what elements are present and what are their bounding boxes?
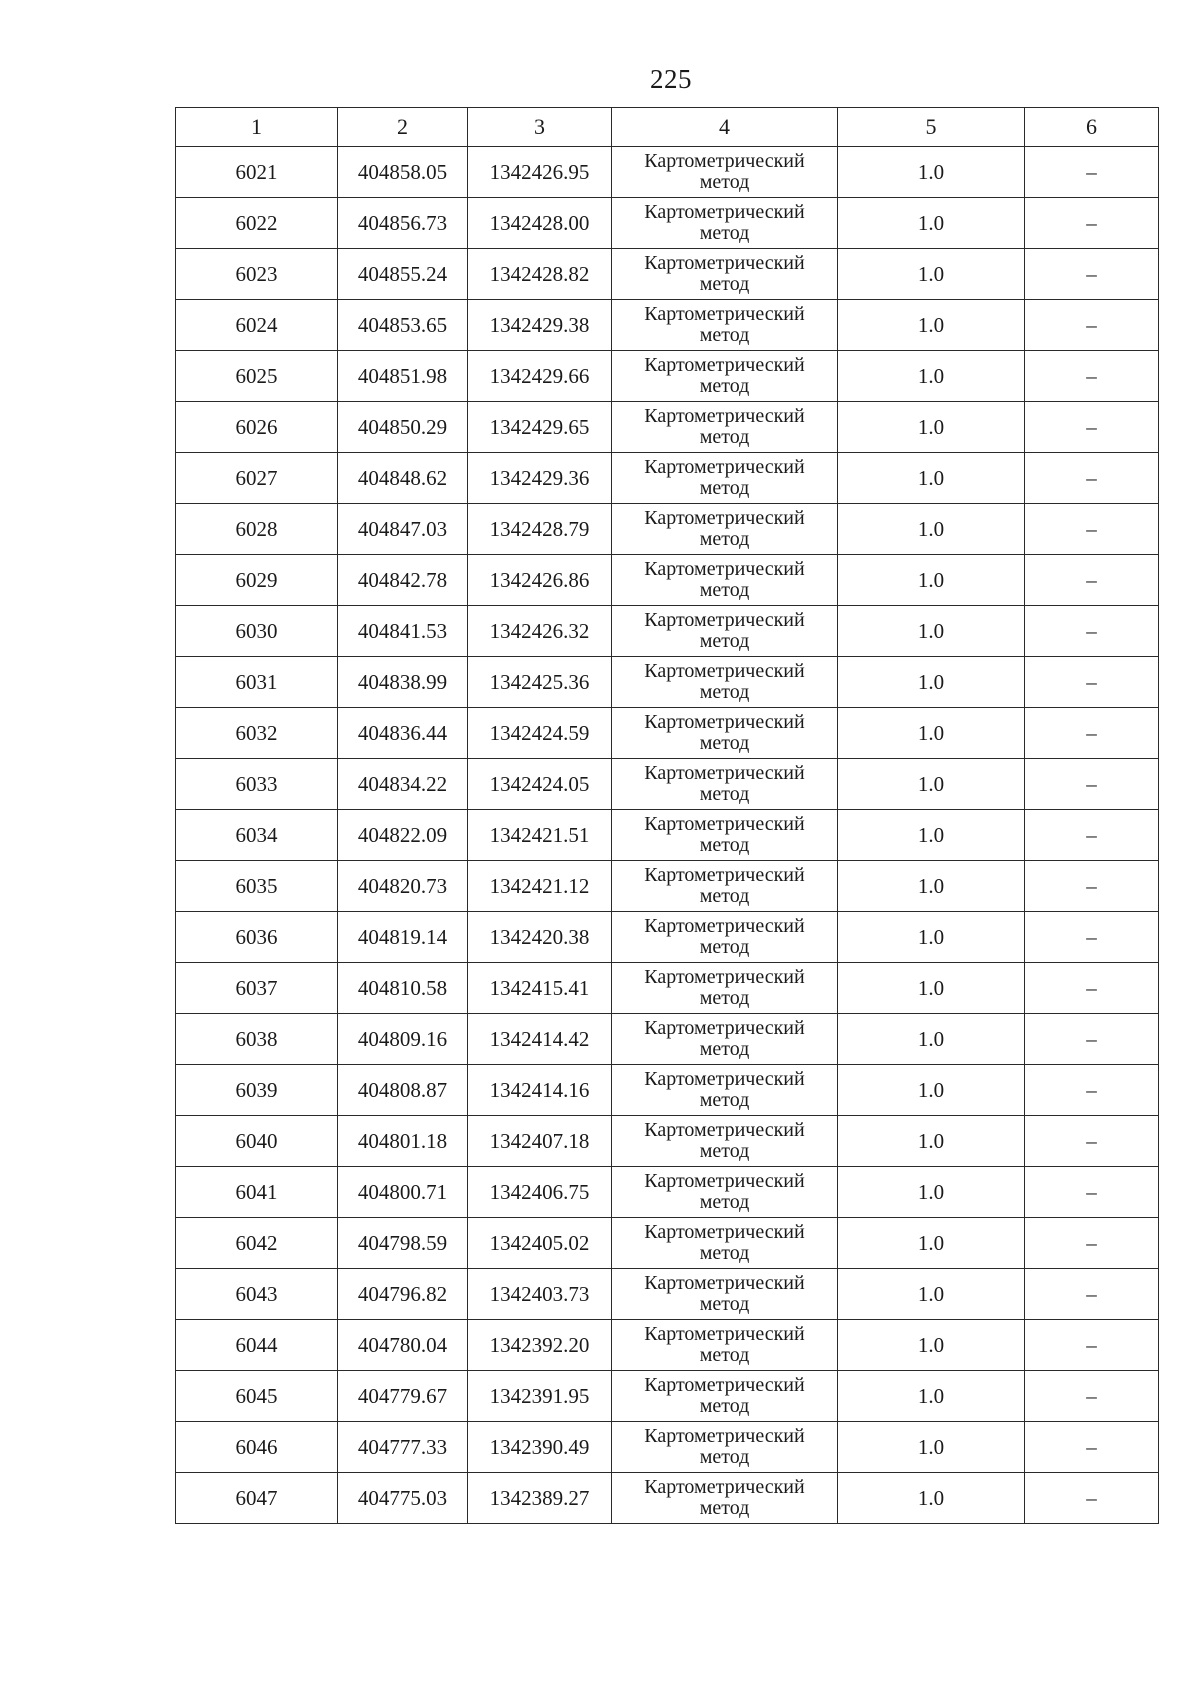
x-coordinate-cell: 404780.04 — [338, 1320, 468, 1371]
method-line-1: Картометрический — [644, 1119, 805, 1141]
accuracy-cell: 1.0 — [838, 453, 1025, 504]
point-number-cell: 6031 — [176, 657, 338, 708]
table-header — [176, 108, 1159, 147]
method-line-1: Картометрический — [644, 354, 805, 376]
accuracy-cell: 1.0 — [838, 708, 1025, 759]
table-row — [176, 453, 1159, 504]
x-coordinate-cell: 404810.58 — [338, 963, 468, 1014]
method-line-1: Картометрический — [644, 711, 805, 733]
point-number-cell: 6029 — [176, 555, 338, 606]
table-row — [176, 402, 1159, 453]
x-coordinate-cell: 404808.87 — [338, 1065, 468, 1116]
note-cell: – — [1025, 1167, 1159, 1218]
note-cell: – — [1025, 963, 1159, 1014]
accuracy-cell: 1.0 — [838, 249, 1025, 300]
y-coordinate-cell: 1342429.38 — [468, 300, 612, 351]
y-coordinate-cell: 1342428.82 — [468, 249, 612, 300]
accuracy-cell: 1.0 — [838, 1218, 1025, 1269]
point-number-cell: 6024 — [176, 300, 338, 351]
accuracy-cell: 1.0 — [838, 147, 1025, 198]
table-row — [176, 198, 1159, 249]
table-row — [176, 708, 1159, 759]
point-number-cell: 6044 — [176, 1320, 338, 1371]
accuracy-cell: 1.0 — [838, 759, 1025, 810]
note-cell: – — [1025, 861, 1159, 912]
point-number-cell: 6021 — [176, 147, 338, 198]
method-cell — [612, 606, 838, 657]
method-line-1: Картометрический — [644, 1476, 805, 1498]
table-row — [176, 1320, 1159, 1371]
table-row — [176, 810, 1159, 861]
method-line-2: метод — [699, 681, 750, 703]
method-cell — [612, 402, 838, 453]
page-number: 225 — [650, 64, 692, 94]
y-coordinate-cell: 1342414.42 — [468, 1014, 612, 1065]
accuracy-cell: 1.0 — [838, 300, 1025, 351]
point-number-cell: 6035 — [176, 861, 338, 912]
method-line-1: Картометрический — [644, 609, 805, 631]
point-number-cell: 6047 — [176, 1473, 338, 1524]
table-row — [176, 606, 1159, 657]
y-coordinate-cell: 1342426.32 — [468, 606, 612, 657]
note-cell: – — [1025, 759, 1159, 810]
accuracy-cell: 1.0 — [838, 861, 1025, 912]
accuracy-cell: 1.0 — [838, 504, 1025, 555]
y-coordinate-cell: 1342421.51 — [468, 810, 612, 861]
accuracy-cell: 1.0 — [838, 1167, 1025, 1218]
method-line-1: Картометрический — [644, 150, 805, 172]
note-cell: – — [1025, 249, 1159, 300]
method-line-2: метод — [699, 324, 750, 346]
y-coordinate-cell: 1342403.73 — [468, 1269, 612, 1320]
column-header: 3 — [468, 108, 612, 147]
table-row — [176, 1014, 1159, 1065]
accuracy-cell: 1.0 — [838, 657, 1025, 708]
y-coordinate-cell: 1342424.05 — [468, 759, 612, 810]
table-row — [176, 1167, 1159, 1218]
note-cell: – — [1025, 810, 1159, 861]
method-line-2: метод — [699, 375, 750, 397]
point-number-cell: 6042 — [176, 1218, 338, 1269]
method-line-2: метод — [699, 885, 750, 907]
note-cell: – — [1025, 1371, 1159, 1422]
method-cell — [612, 198, 838, 249]
method-line-1: Картометрический — [644, 1272, 805, 1294]
accuracy-cell: 1.0 — [838, 1116, 1025, 1167]
accuracy-cell: 1.0 — [838, 1320, 1025, 1371]
note-cell: – — [1025, 402, 1159, 453]
method-line-2: метод — [699, 936, 750, 958]
method-cell — [612, 453, 838, 504]
note-cell: – — [1025, 1422, 1159, 1473]
y-coordinate-cell: 1342424.59 — [468, 708, 612, 759]
method-cell — [612, 1167, 838, 1218]
table-row — [176, 912, 1159, 963]
method-cell — [612, 810, 838, 861]
note-cell: – — [1025, 657, 1159, 708]
x-coordinate-cell: 404798.59 — [338, 1218, 468, 1269]
method-cell — [612, 1116, 838, 1167]
table-row — [176, 147, 1159, 198]
point-number-cell: 6026 — [176, 402, 338, 453]
method-line-2: метод — [699, 426, 750, 448]
method-line-2: метод — [699, 1089, 750, 1111]
x-coordinate-cell: 404841.53 — [338, 606, 468, 657]
table-row — [176, 1065, 1159, 1116]
method-line-1: Картометрический — [644, 762, 805, 784]
note-cell: – — [1025, 912, 1159, 963]
table-row — [176, 351, 1159, 402]
method-line-2: метод — [699, 528, 750, 550]
method-cell — [612, 912, 838, 963]
x-coordinate-cell: 404819.14 — [338, 912, 468, 963]
point-number-cell: 6028 — [176, 504, 338, 555]
method-cell — [612, 300, 838, 351]
table-row — [176, 963, 1159, 1014]
method-line-1: Картометрический — [644, 252, 805, 274]
x-coordinate-cell: 404850.29 — [338, 402, 468, 453]
method-cell — [612, 555, 838, 606]
column-header: 2 — [338, 108, 468, 147]
method-line-2: метод — [699, 1395, 750, 1417]
point-number-cell: 6040 — [176, 1116, 338, 1167]
method-cell — [612, 147, 838, 198]
note-cell: – — [1025, 708, 1159, 759]
x-coordinate-cell: 404820.73 — [338, 861, 468, 912]
method-line-1: Картометрический — [644, 864, 805, 886]
accuracy-cell: 1.0 — [838, 1269, 1025, 1320]
accuracy-cell: 1.0 — [838, 351, 1025, 402]
method-line-1: Картометрический — [644, 558, 805, 580]
table-row — [176, 657, 1159, 708]
method-line-1: Картометрический — [644, 1425, 805, 1447]
y-coordinate-cell: 1342426.95 — [468, 147, 612, 198]
point-number-cell: 6032 — [176, 708, 338, 759]
accuracy-cell: 1.0 — [838, 606, 1025, 657]
y-coordinate-cell: 1342390.49 — [468, 1422, 612, 1473]
column-header: 1 — [176, 108, 338, 147]
accuracy-cell: 1.0 — [838, 1422, 1025, 1473]
method-cell — [612, 1218, 838, 1269]
method-cell — [612, 1422, 838, 1473]
point-number-cell: 6030 — [176, 606, 338, 657]
x-coordinate-cell: 404834.22 — [338, 759, 468, 810]
point-number-cell: 6037 — [176, 963, 338, 1014]
method-line-2: метод — [699, 579, 750, 601]
x-coordinate-cell: 404775.03 — [338, 1473, 468, 1524]
method-line-2: метод — [699, 783, 750, 805]
y-coordinate-cell: 1342406.75 — [468, 1167, 612, 1218]
table-row — [176, 759, 1159, 810]
note-cell: – — [1025, 504, 1159, 555]
point-number-cell: 6046 — [176, 1422, 338, 1473]
table-row — [176, 1218, 1159, 1269]
column-header: 4 — [612, 108, 838, 147]
method-line-1: Картометрический — [644, 1374, 805, 1396]
note-cell: – — [1025, 1320, 1159, 1371]
y-coordinate-cell: 1342391.95 — [468, 1371, 612, 1422]
table-row — [176, 504, 1159, 555]
table-row — [176, 1269, 1159, 1320]
accuracy-cell: 1.0 — [838, 1371, 1025, 1422]
note-cell: – — [1025, 1218, 1159, 1269]
accuracy-cell: 1.0 — [838, 912, 1025, 963]
method-line-1: Картометрический — [644, 456, 805, 478]
method-line-1: Картометрический — [644, 201, 805, 223]
method-cell — [612, 657, 838, 708]
x-coordinate-cell: 404809.16 — [338, 1014, 468, 1065]
y-coordinate-cell: 1342429.65 — [468, 402, 612, 453]
point-number-cell: 6033 — [176, 759, 338, 810]
x-coordinate-cell: 404836.44 — [338, 708, 468, 759]
method-line-2: метод — [699, 630, 750, 652]
method-line-2: метод — [699, 477, 750, 499]
method-line-1: Картометрический — [644, 660, 805, 682]
x-coordinate-cell: 404777.33 — [338, 1422, 468, 1473]
x-coordinate-cell: 404856.73 — [338, 198, 468, 249]
table-row — [176, 555, 1159, 606]
method-cell — [612, 861, 838, 912]
x-coordinate-cell: 404853.65 — [338, 300, 468, 351]
method-line-2: метод — [699, 732, 750, 754]
method-line-2: метод — [699, 222, 750, 244]
column-header: 6 — [1025, 108, 1159, 147]
point-number-cell: 6043 — [176, 1269, 338, 1320]
y-coordinate-cell: 1342392.20 — [468, 1320, 612, 1371]
method-line-1: Картометрический — [644, 405, 805, 427]
note-cell: – — [1025, 555, 1159, 606]
accuracy-cell: 1.0 — [838, 555, 1025, 606]
x-coordinate-cell: 404801.18 — [338, 1116, 468, 1167]
method-cell — [612, 1269, 838, 1320]
y-coordinate-cell: 1342421.12 — [468, 861, 612, 912]
accuracy-cell: 1.0 — [838, 1014, 1025, 1065]
method-line-1: Картометрический — [644, 1221, 805, 1243]
point-number-cell: 6022 — [176, 198, 338, 249]
accuracy-cell: 1.0 — [838, 198, 1025, 249]
x-coordinate-cell: 404796.82 — [338, 1269, 468, 1320]
table-row — [176, 1473, 1159, 1524]
note-cell: – — [1025, 198, 1159, 249]
y-coordinate-cell: 1342407.18 — [468, 1116, 612, 1167]
coordinates-table — [175, 107, 1159, 1524]
accuracy-cell: 1.0 — [838, 963, 1025, 1014]
point-number-cell: 6034 — [176, 810, 338, 861]
y-coordinate-cell: 1342415.41 — [468, 963, 612, 1014]
method-cell — [612, 249, 838, 300]
table-row — [176, 1371, 1159, 1422]
accuracy-cell: 1.0 — [838, 1065, 1025, 1116]
method-line-2: метод — [699, 1191, 750, 1213]
point-number-cell: 6041 — [176, 1167, 338, 1218]
method-cell — [612, 1320, 838, 1371]
method-cell — [612, 759, 838, 810]
y-coordinate-cell: 1342429.36 — [468, 453, 612, 504]
y-coordinate-cell: 1342425.36 — [468, 657, 612, 708]
method-line-2: метод — [699, 171, 750, 193]
y-coordinate-cell: 1342389.27 — [468, 1473, 612, 1524]
x-coordinate-cell: 404858.05 — [338, 147, 468, 198]
point-number-cell: 6023 — [176, 249, 338, 300]
method-cell — [612, 1065, 838, 1116]
method-cell — [612, 963, 838, 1014]
method-line-1: Картометрический — [644, 303, 805, 325]
x-coordinate-cell: 404822.09 — [338, 810, 468, 861]
method-line-1: Картометрический — [644, 1068, 805, 1090]
y-coordinate-cell: 1342414.16 — [468, 1065, 612, 1116]
point-number-cell: 6025 — [176, 351, 338, 402]
note-cell: – — [1025, 147, 1159, 198]
x-coordinate-cell: 404847.03 — [338, 504, 468, 555]
note-cell: – — [1025, 351, 1159, 402]
x-coordinate-cell: 404800.71 — [338, 1167, 468, 1218]
method-cell — [612, 504, 838, 555]
x-coordinate-cell: 404842.78 — [338, 555, 468, 606]
point-number-cell: 6027 — [176, 453, 338, 504]
method-line-2: метод — [699, 834, 750, 856]
method-line-2: метод — [699, 987, 750, 1009]
note-cell: – — [1025, 1014, 1159, 1065]
point-number-cell: 6045 — [176, 1371, 338, 1422]
x-coordinate-cell: 404779.67 — [338, 1371, 468, 1422]
method-line-2: метод — [699, 1446, 750, 1468]
method-cell — [612, 708, 838, 759]
x-coordinate-cell: 404848.62 — [338, 453, 468, 504]
table-row — [176, 1422, 1159, 1473]
y-coordinate-cell: 1342426.86 — [468, 555, 612, 606]
method-line-2: метод — [699, 1242, 750, 1264]
method-line-1: Картометрический — [644, 966, 805, 988]
method-line-1: Картометрический — [644, 507, 805, 529]
method-line-2: метод — [699, 1038, 750, 1060]
method-cell — [612, 351, 838, 402]
y-coordinate-cell: 1342428.00 — [468, 198, 612, 249]
method-line-2: метод — [699, 1293, 750, 1315]
note-cell: – — [1025, 1269, 1159, 1320]
y-coordinate-cell: 1342420.38 — [468, 912, 612, 963]
x-coordinate-cell: 404855.24 — [338, 249, 468, 300]
y-coordinate-cell: 1342429.66 — [468, 351, 612, 402]
x-coordinate-cell: 404851.98 — [338, 351, 468, 402]
note-cell: – — [1025, 1065, 1159, 1116]
accuracy-cell: 1.0 — [838, 810, 1025, 861]
table-row — [176, 861, 1159, 912]
note-cell: – — [1025, 1116, 1159, 1167]
point-number-cell: 6036 — [176, 912, 338, 963]
table-row — [176, 1116, 1159, 1167]
x-coordinate-cell: 404838.99 — [338, 657, 468, 708]
method-cell — [612, 1371, 838, 1422]
method-line-2: метод — [699, 1344, 750, 1366]
method-line-2: метод — [699, 1497, 750, 1519]
note-cell: – — [1025, 453, 1159, 504]
table-row — [176, 300, 1159, 351]
accuracy-cell: 1.0 — [838, 402, 1025, 453]
method-line-1: Картометрический — [644, 1170, 805, 1192]
point-number-cell: 6039 — [176, 1065, 338, 1116]
table-body — [176, 147, 1159, 1524]
y-coordinate-cell: 1342428.79 — [468, 504, 612, 555]
method-line-2: метод — [699, 273, 750, 295]
method-line-1: Картометрический — [644, 915, 805, 937]
method-cell — [612, 1473, 838, 1524]
method-cell — [612, 1014, 838, 1065]
header-row — [176, 108, 1159, 147]
table-row — [176, 249, 1159, 300]
note-cell: – — [1025, 1473, 1159, 1524]
column-header: 5 — [838, 108, 1025, 147]
note-cell: – — [1025, 300, 1159, 351]
point-number-cell: 6038 — [176, 1014, 338, 1065]
method-line-1: Картометрический — [644, 1323, 805, 1345]
method-line-2: метод — [699, 1140, 750, 1162]
y-coordinate-cell: 1342405.02 — [468, 1218, 612, 1269]
accuracy-cell: 1.0 — [838, 1473, 1025, 1524]
method-line-1: Картометрический — [644, 813, 805, 835]
method-line-1: Картометрический — [644, 1017, 805, 1039]
note-cell: – — [1025, 606, 1159, 657]
